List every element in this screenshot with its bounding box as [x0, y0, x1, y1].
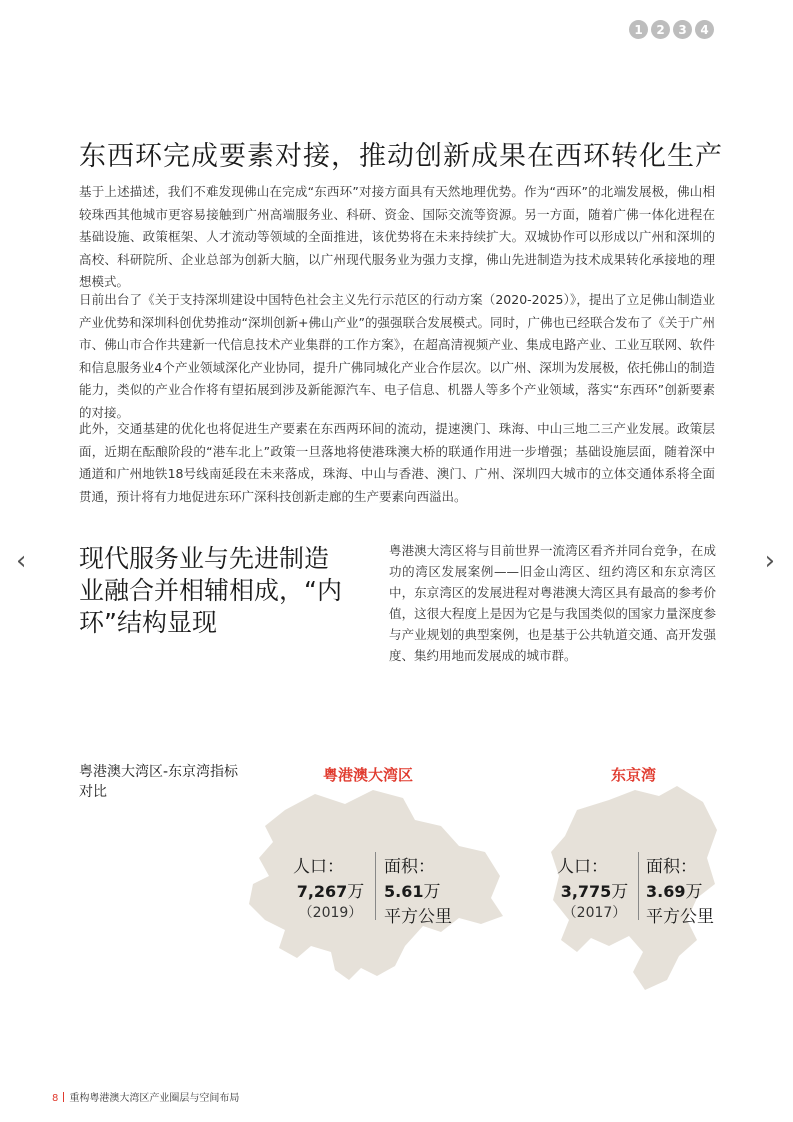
area-label: 面积：: [646, 857, 697, 877]
page-footer: [52, 1089, 239, 1104]
area-value: 3.69万: [646, 882, 703, 902]
next-page-arrow-icon[interactable]: ›: [764, 546, 775, 576]
tokyo-population-stat: [557, 852, 632, 922]
area-value: 5.61万: [384, 882, 441, 902]
section-subheading: 现代服务业与先进制造业融合并相辅相成，“内环”结构显现: [79, 544, 342, 637]
footer-title: 重构粤港澳大湾区产业圈层与空间布局: [69, 1093, 240, 1104]
area-unit: 平方公里: [384, 907, 452, 927]
population-value: 7,267万: [296, 882, 365, 902]
tokyo-area-stat: [646, 852, 726, 927]
stat-divider: [638, 852, 639, 920]
gba-area-stat: [384, 852, 464, 927]
population-year: （2019）: [298, 905, 363, 921]
page-title: 东西环完成要素对接，推动创新成果在西环转化生产: [79, 141, 723, 172]
area-unit: 平方公里: [646, 907, 714, 927]
gba-map-image: [245, 780, 510, 990]
body-paragraph-2: 日前出台了《关于支持深圳建设中国特色社会主义先行示范区的行动方案（2020-2025）》，提出了立足佛山制造业产业优势和深圳科创优势推动“深圳创新+佛山产业”的强强联合发展模式。同时，广佛也已经联合发布了《关于广州市、佛山市合作共建新一代信息技术产业集群的工作方案》，在超高清视频产业、集成电路产业、工业互联网、软件和信息服务业4个产业领域深化产业协同，提升广佛同城化产业合作层次。以广州、深圳为发展极，依托佛山的制造能力，类似的产业合作将有望拓展到涉及新能源汽车、电子信息、机器人等多个产业领域，落实“东西环”创新要素的对接。: [79, 292, 715, 420]
body-paragraph-1: 基于上述描述，我们不难发现佛山在完成“东西环”对接方面具有天然地理优势。作为“西环”的北端发展极，佛山相较珠西其他城市更容易接触到广州高端服务业、科研、资金、国际交流等资源。另一方面，随着广佛一体化进程在基础设施、政策框架、人才流动等领域的全面推进，该优势将在未来持续扩大。双城协作可以形成以广州和深圳的高校、科研院所、企业总部为创新大脑，以广州现代服务业为强力支撑，佛山先进制造为技术成果转化承接地的理想模式。: [79, 184, 715, 289]
page-dot-4[interactable]: 4: [695, 20, 714, 39]
page-dot-3[interactable]: 3: [673, 20, 692, 39]
page-dot-2[interactable]: 2: [651, 20, 670, 39]
population-value: 3,775万: [560, 882, 629, 902]
population-label: 人口：: [293, 857, 344, 877]
body-paragraph-3: 此外，交通基建的优化也将促进生产要素在东西两环间的流动，提速澳门、珠海、中山三地二三产业发展。政策层面，近期在酝酿阶段的“港车北上”政策一旦落地将使港珠澳大桥的联通作用进一步增强；基础设施层面，随着深中通道和广州地铁18号线南延段在未来落成，珠海、中山与香港、澳门、广州、深圳四大城市的立体交通体系将全面贯通，预计将有力地促进东环广深科技创新走廊的生产要素向西溢出。: [79, 421, 715, 504]
gba-population-stat: [293, 852, 368, 922]
page-dot-1[interactable]: 1: [629, 20, 648, 39]
page-indicator: [629, 20, 714, 39]
footer-divider: [63, 1092, 64, 1102]
comparison-label: 粤港澳大湾区-东京湾指标对比: [79, 764, 239, 800]
stat-divider: [375, 852, 376, 920]
region-title-tokyo: 东京湾: [611, 766, 657, 784]
population-year: （2017）: [562, 905, 627, 921]
area-label: 面积：: [384, 857, 435, 877]
prev-page-arrow-icon[interactable]: ‹: [16, 546, 27, 576]
page-number: 8: [52, 1093, 59, 1104]
region-title-gba: 粤港澳大湾区: [323, 766, 414, 784]
side-paragraph: 粤港澳大湾区将与目前世界一流湾区看齐并同台竞争，在成功的湾区发展案例——旧金山湾区、纽约湾区和东京湾区中，东京湾区的发展进程对粤港澳大湾区具有最高的参考价值，这很大程度上是因为它是与我国类似的国家力量深度参与产业规划的典型案例，也是基于公共轨道交通、高开发强度、集约用地而发展成的城市群。: [389, 543, 716, 663]
population-label: 人口：: [557, 857, 608, 877]
